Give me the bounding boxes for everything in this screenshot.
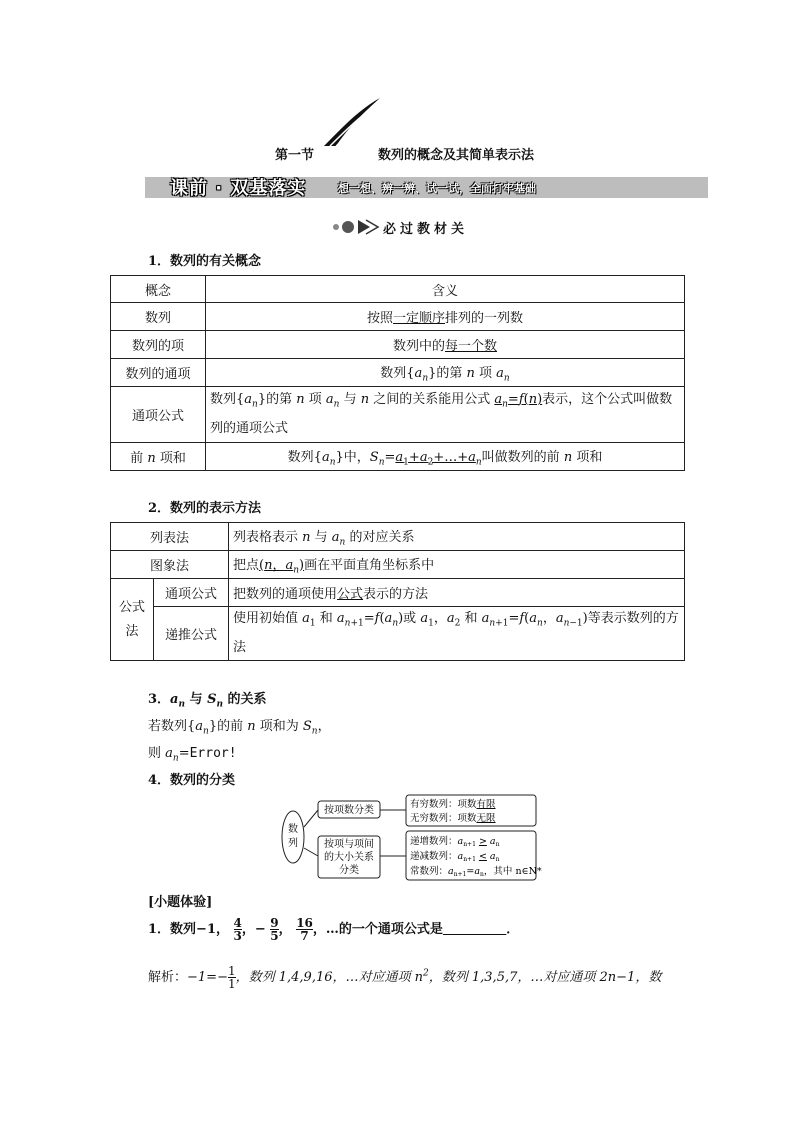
section1-title: 1．数列的有关概念 xyxy=(148,254,262,269)
method-cell: 通项公式 xyxy=(154,579,229,607)
chapter-title: 数列的概念及其简单表示法 xyxy=(378,148,535,163)
banner-subtitle: 想一想、辨一辨、试一试，全面打牢基础 xyxy=(338,182,536,195)
method-cell: 递推公式 xyxy=(154,607,229,661)
section2-title: 2．数列的表示方法 xyxy=(148,501,262,516)
branch1-item-finite: 有穷数列：项数有限 xyxy=(410,799,496,810)
meaning-cell: 数列$\{a_n\}$中，$S_n=a_1+a_2+\dots+a_n$叫做数列的前 n 项和 xyxy=(206,443,685,471)
banner-title: 课前 · 双基落实 xyxy=(170,178,307,199)
desc-cell: 列表格表示 n 与 $a_n$ 的对应关系 xyxy=(229,523,685,551)
section3-line1: 若数列$\{a_n\}$的前 n 项和为 $S_n$， xyxy=(148,719,331,737)
table-row xyxy=(111,359,685,387)
section4-title: 4．数列的分类 xyxy=(148,773,236,788)
meaning-cell: 按照一定顺序排列的一列数 xyxy=(206,303,685,331)
branch1-item-infinite: 无穷数列：项数无限 xyxy=(410,813,496,824)
branch2-item-decreasing: 递减数列：$a_{n+1} < a_n$ xyxy=(410,851,500,863)
branch1-label: 按项数分类 xyxy=(324,805,374,816)
branch2-label: 按项与项间 xyxy=(324,839,374,850)
table-row xyxy=(111,607,685,661)
chapter-number: 第一节 xyxy=(275,148,315,163)
table-header-concept: 概念 xyxy=(111,276,206,303)
method-cell: 图象法 xyxy=(111,551,229,579)
representation-table xyxy=(110,522,685,661)
question-1: 1．数列−1， $\frac{4}{3}$ ，− $\frac{9}{5}$ ， $\frac{16}{7}$ ，…的一个通项公式是 ． xyxy=(148,916,520,943)
meaning-cell: 数列$\{a_n\}$的第 n 项 $a_n$ 与 n 之间的关系能用公式 $a_n=f(n)$表示，这个公式叫做数列的通项公式 xyxy=(206,387,685,443)
branch2-item-increasing: 递增数列：$a_{n+1} > a_n$ xyxy=(410,836,500,848)
meaning-cell: 数列中的每一个数 xyxy=(206,331,685,359)
desc-cell: 使用初始值 $a_1$ 和 $a_{n+1}=f(a_n)$或 $a_1$，$a_2$ 和 $a_{n+1}=f(a_n$，$a_{n-1}$)等表示数列的方法 xyxy=(229,607,685,661)
desc-cell: 把点(n，$a_n$)画在平面直角坐标系中 xyxy=(229,551,685,579)
term-cell: 前 n 项和 xyxy=(111,443,206,471)
table-row xyxy=(111,331,685,359)
svg-text:的大小关系: 的大小关系 xyxy=(324,852,374,863)
section3-line2: 则 $a_n=Error$! xyxy=(148,746,237,764)
table-row xyxy=(111,551,685,579)
term-cell: 数列 xyxy=(111,303,206,331)
pill-label: 必过教材关 xyxy=(383,222,469,237)
chapter-swoosh-logo xyxy=(322,96,384,148)
group-cell-formula: 公式 法 xyxy=(111,579,154,661)
branch2-item-constant: 常数列：$a_{n+1}=a_n$，其中 n∈N* xyxy=(410,866,542,878)
practice-heading: [小题体验] xyxy=(148,895,213,910)
table-header-meaning: 含义 xyxy=(206,276,685,303)
svg-text:分类: 分类 xyxy=(339,865,359,876)
bullet-dots-icon xyxy=(332,219,380,235)
table-row xyxy=(111,443,685,471)
term-cell: 通项公式 xyxy=(111,387,206,443)
method-cell: 列表法 xyxy=(111,523,229,551)
svg-text:列: 列 xyxy=(288,838,298,849)
table-row xyxy=(111,303,685,331)
diagram-root-text: 数 xyxy=(288,824,298,835)
term-cell: 数列的通项 xyxy=(111,359,206,387)
concept-table xyxy=(110,275,685,471)
section3-title: 3．$a_n$ 与 $S_n$ 的关系 xyxy=(148,692,267,710)
table-row xyxy=(111,579,685,607)
classification-diagram xyxy=(280,790,542,882)
term-cell: 数列的项 xyxy=(111,331,206,359)
meaning-cell: 数列$\{a_n\}$的第 n 项 $a_n$ xyxy=(206,359,685,387)
desc-cell: 把数列的通项使用公式表示的方法 xyxy=(229,579,685,607)
table-row xyxy=(111,387,685,443)
table-row xyxy=(111,523,685,551)
solution-1: 解析：−1=− $\frac{1}{1}$ ，数列 1,4,9,16，…对应通项 $n^2$，数列 1,3,5,7，…对应通项 2n−1，数 xyxy=(148,964,662,991)
